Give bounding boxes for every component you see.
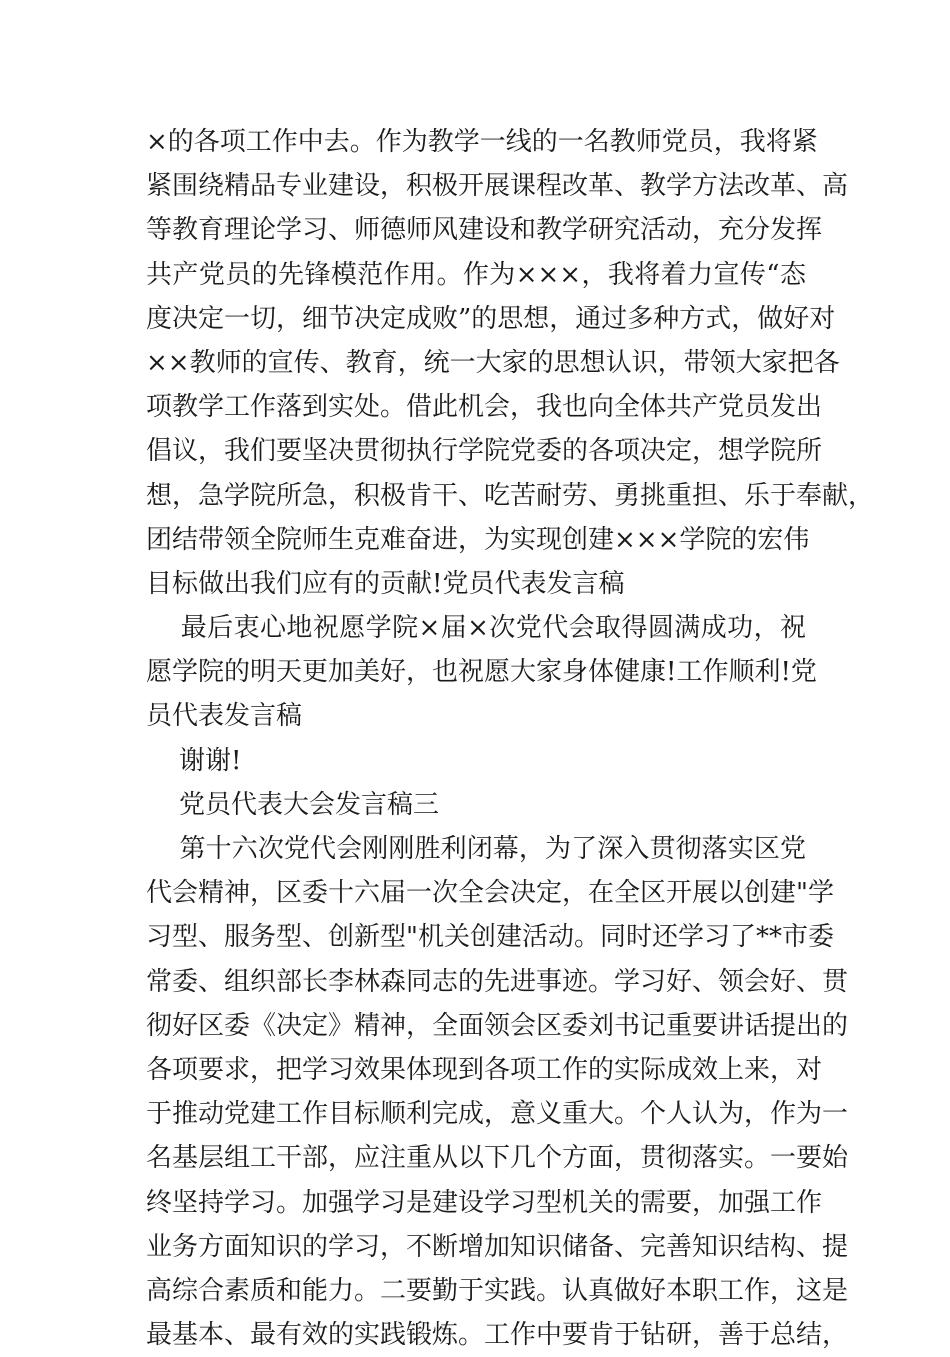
text-line: 业务方面知识的学习，不断增加知识储备、完善知识结构、提 xyxy=(146,1231,849,1262)
text-line: 于推动党建工作目标顺利完成，意义重大。个人认为，作为一 xyxy=(146,1099,849,1130)
text-line: 倡议，我们要坚决贯彻执行学院党委的各项决定，想学院所 xyxy=(146,436,823,467)
text-line: 共产党员的先锋模范作用。作为×××，我将着力宣传“态 xyxy=(146,259,806,290)
text-line: 谢谢! xyxy=(146,745,242,776)
text-line: 团结带领全院师生克难奋进，为实现创建×××学院的宏伟 xyxy=(146,524,810,555)
text-line: 度决定一切，细节决定成败”的思想，通过多种方式，做好对 xyxy=(146,303,836,334)
text-line: 第十六次党代会刚刚胜利闭幕，为了深入贯彻落实区党 xyxy=(146,834,806,864)
text-line: 常委、组织部长李林森同志的先进事迹。学习好、领会好、贯 xyxy=(146,966,849,997)
text-line: 习型、服务型、创新型"机关创建活动。同时还学习了**市委 xyxy=(146,922,834,953)
text-line: 等教育理论学习、师德师风建设和教学研究活动，充分发挥 xyxy=(146,215,823,246)
text-line: 最基本、最有效的实践锻炼。工作中要肯于钻研，善于总结， xyxy=(146,1320,849,1351)
text-line: 代会精神，区委十六届一次全会决定，在全区开展以创建"学 xyxy=(146,878,834,909)
text-line: 彻好区委《决定》精神，全面领会区委刘书记重要讲话提出的 xyxy=(146,1010,849,1041)
text-line: 终坚持学习。加强学习是建设学习型机关的需要，加强工作 xyxy=(146,1187,823,1218)
text-line: 目标做出我们应有的贡献!党员代表发言稿 xyxy=(146,568,625,599)
text-line: 紧围绕精品专业建设，积极开展课程改革、教学方法改革、高 xyxy=(146,171,849,202)
text-line: ××教师的宣传、教育，统一大家的思想认识，带领大家把各 xyxy=(146,347,840,378)
text-line: 名基层组工干部，应注重从以下几个方面，贯彻落实。一要始 xyxy=(146,1143,849,1174)
text-line: 项教学工作落到实处。借此机会，我也向全体共产党员发出 xyxy=(146,392,823,423)
text-line: ×的各项工作中去。作为教学一线的一名教师党员，我将紧 xyxy=(146,127,818,157)
text-line: 高综合素质和能力。二要勤于实践。认真做好本职工作，这是 xyxy=(146,1275,849,1306)
text-line: 最后衷心地祝愿学院×届×次党代会取得圆满成功，祝 xyxy=(146,613,806,644)
section-heading: 党员代表大会发言稿三 xyxy=(146,789,440,820)
text-line: 想，急学院所急，积极肯干、吃苦耐劳、勇挑重担、乐于奉献， xyxy=(146,480,875,511)
body-text xyxy=(146,120,875,1357)
text-line: 愿学院的明天更加美好，也祝愿大家身体健康!工作顺利!党 xyxy=(146,657,817,688)
text-line: 各项要求，把学习效果体现到各项工作的实际成效上来，对 xyxy=(146,1054,823,1085)
text-line: 员代表发言稿 xyxy=(146,701,303,732)
